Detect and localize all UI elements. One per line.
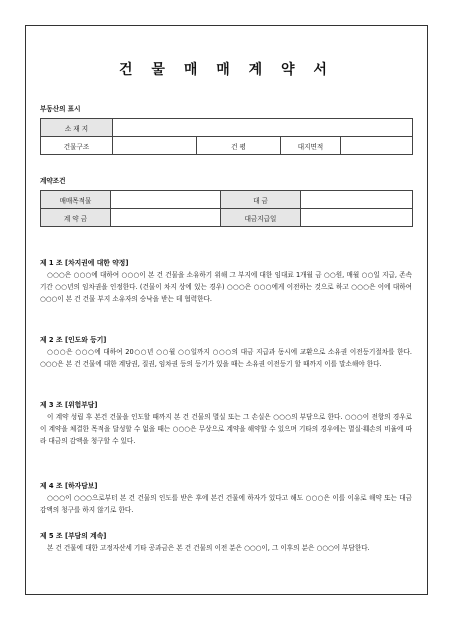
contract-page [25, 25, 428, 595]
article-1-title: 제 1 조 [차지권에 대한 약정] [40, 259, 129, 267]
balance-date-value[interactable] [301, 209, 413, 227]
article-4-body: ○○○이 ○○○으로부터 본 건 건물의 인도를 받은 후에 본건 건물에 하자가 있다고 해도 ○○○은 이를 이유로 해약 또는 대금 감액의 청구를 하지 않기로 한다. [40, 494, 412, 515]
land-area-label: 대지면적 [281, 137, 341, 155]
structure-value[interactable] [113, 137, 197, 155]
article-4-title: 제 4 조 [하자담보] [40, 482, 98, 490]
conditions-section-label: 계약조건 [40, 177, 66, 185]
article-1 [40, 258, 412, 306]
article-2-title: 제 2 조 [인도와 등기] [40, 336, 107, 344]
area-label: 건 평 [197, 137, 281, 155]
article-5-title: 제 5 조 [부담의 계속] [40, 532, 107, 540]
article-5-body: 본 건 건물에 대한 고정자산세 기타 공과금은 본 건 건물의 이전 분은 ○○○이, 그 이후의 분은 ○○○이 부담한다. [47, 544, 370, 552]
deposit-value[interactable] [111, 209, 221, 227]
deposit-label: 계 약 금 [41, 209, 111, 227]
article-2 [40, 335, 412, 370]
property-section-label: 부동산의 표시 [40, 105, 81, 113]
property-table [40, 118, 413, 155]
price-label: 매매목적물 [41, 191, 111, 209]
document-title: 건 물 매 매 계 약 서 [119, 62, 334, 78]
article-3 [40, 400, 412, 448]
location-value[interactable] [113, 119, 413, 137]
article-1-body: ○○○은 ○○○에 대하여 ○○○이 본 건 건물을 소유하기 위해 그 부지에 대한 임대료 1개월 금 ○○원, 매월 ○○일 지급, 존속기간 ○○년의 임차권을 인정한다. (건물이 차지 상에 있는 경우) ○○○은 ○○○에게 이전하는 것으로 하고 ○○○은 이에 대하여 ○○○이 본 건 건물 부지 소유자의 승낙을 받는 데 협력한다. [40, 271, 412, 304]
land-area-value[interactable] [341, 137, 413, 155]
balance-label: 대 금 [221, 191, 301, 209]
article-3-body: 이 계약 성립 후 본건 건물을 인도할 때까지 본 건 건물의 멸실 또는 그 손실은 ○○○의 부담으로 한다. ○○○이 전항의 경우로 이 계약을 체결한 목적을 달성할 수 없을 때는 ○○○은 무상으로 계약을 해약할 수 있으며 기타의 경우에는 멸실·훼손의 비율에 따라 대금의 감액을 청구할 수 있다. [40, 413, 412, 446]
location-label: 소 재 지 [41, 119, 113, 137]
article-3-title: 제 3 조 [위험부담] [40, 401, 98, 409]
structure-label: 건물구조 [41, 137, 113, 155]
article-5 [40, 531, 412, 554]
conditions-table [40, 190, 413, 227]
price-value[interactable] [111, 191, 221, 209]
article-2-body: ○○○은 ○○○에 대하여 20○○년 ○○월 ○○일까지 ○○○의 대금 지급과 동시에 교환으로 소유권 이전등기절차를 한다. ○○○은 본 건 건물에 대한 계당권, 질권, 임차권 등의 등기가 있을 때는 소유권 이전등기 할 때까지 이를 말소해야 한다. [40, 348, 412, 369]
balance-date-label: 대금지급일 [221, 209, 301, 227]
article-4 [40, 481, 412, 516]
balance-value[interactable] [301, 191, 413, 209]
